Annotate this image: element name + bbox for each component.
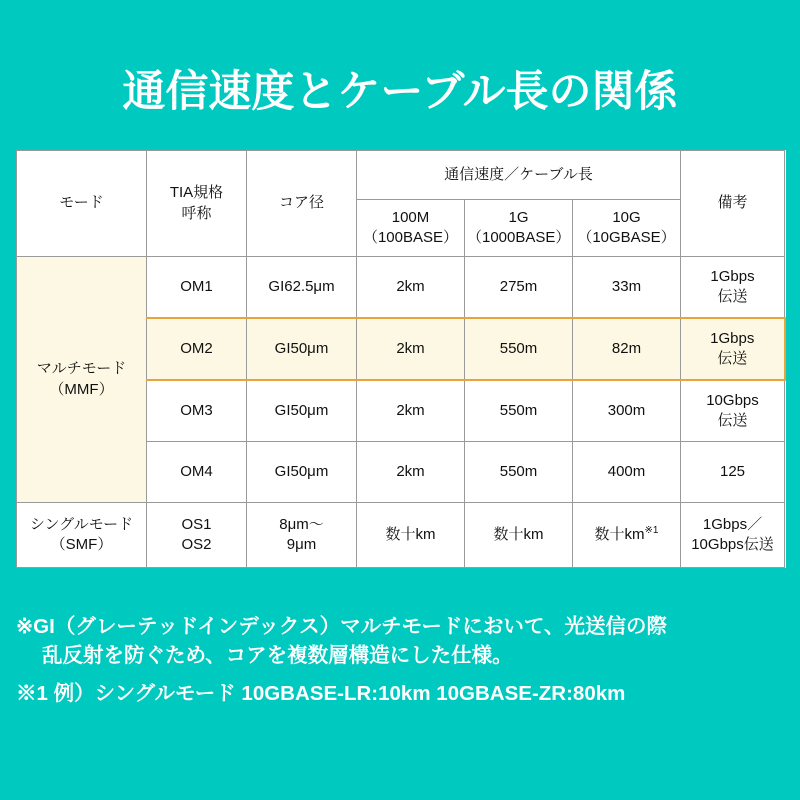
header-speed-100m-line1: 100M bbox=[391, 208, 430, 226]
footnote-line-3: ※1 例）シングルモード 10GBASE-LR:10km 10GBASE-ZR:80km bbox=[16, 682, 626, 706]
header-tia bbox=[147, 151, 247, 257]
cell-note-line1: 10Gbps bbox=[706, 391, 759, 409]
cell-tia: OM4 bbox=[147, 442, 247, 503]
header-speed-1g-line1: 1G bbox=[508, 208, 529, 226]
cell-1g: 550m bbox=[465, 442, 573, 503]
cell-core: GI62.5μm bbox=[247, 257, 357, 319]
header-core-diameter: コア径 bbox=[247, 151, 357, 257]
cell-note bbox=[681, 380, 785, 442]
cell-10g bbox=[573, 503, 681, 568]
cell-note-line2: 伝送 bbox=[717, 412, 748, 429]
header-speed-10g-line2: （10GBASE） bbox=[577, 229, 676, 246]
cell-core: GI50μm bbox=[247, 318, 357, 380]
header-tia-line1: TIA規格 bbox=[169, 184, 224, 202]
cell-note bbox=[681, 503, 785, 568]
cell-100m: 2km bbox=[357, 380, 465, 442]
cell-core: GI50μm bbox=[247, 442, 357, 503]
header-mode: モード bbox=[17, 151, 147, 257]
cell-1g: 550m bbox=[465, 318, 573, 380]
cell-core-line1: 8μm～ bbox=[279, 515, 324, 533]
page-title: 通信速度とケーブル長の関係 bbox=[122, 68, 678, 116]
spec-table-container bbox=[16, 150, 784, 568]
table-header-row-1 bbox=[17, 151, 785, 200]
header-speed-10g-line1: 10G bbox=[612, 208, 641, 226]
footnotes bbox=[16, 612, 788, 708]
footnote-line-1: ※GI（グレーテッドインデックス）マルチモードにおいて、光送信の際 bbox=[16, 615, 667, 638]
cell-10g: 33m bbox=[573, 257, 681, 319]
cell-note-line1: 1Gbps bbox=[710, 329, 755, 347]
header-speed-1g-line2: （1000BASE） bbox=[467, 229, 571, 246]
cell-100m: 2km bbox=[357, 257, 465, 319]
header-note: 備考 bbox=[681, 151, 785, 257]
cell-100m: 2km bbox=[357, 318, 465, 380]
cell-note-line2: 伝送 bbox=[717, 350, 748, 367]
cell-note-line2: 10Gbps伝送 bbox=[691, 536, 774, 553]
cell-tia: OM1 bbox=[147, 257, 247, 319]
cell-1g: 550m bbox=[465, 380, 573, 442]
header-speed-10g bbox=[573, 200, 681, 257]
spec-table bbox=[16, 150, 786, 568]
cell-100m: 2km bbox=[357, 442, 465, 503]
cell-10g: 300m bbox=[573, 380, 681, 442]
cell-10g-footnote-marker: ※1 bbox=[644, 525, 659, 537]
cell-core bbox=[247, 503, 357, 568]
cell-tia-line1: OS1 bbox=[181, 515, 212, 533]
cell-note-line2: 伝送 bbox=[717, 288, 748, 305]
cell-core-line2: 9μm bbox=[286, 536, 317, 553]
cell-10g-value: 数十km bbox=[594, 526, 645, 544]
table-row bbox=[17, 503, 785, 568]
cell-10g: 82m bbox=[573, 318, 681, 380]
cell-core: GI50μm bbox=[247, 380, 357, 442]
cell-tia: OM2 bbox=[147, 318, 247, 380]
cell-note bbox=[681, 257, 785, 319]
cell-note: 125 bbox=[681, 442, 785, 503]
mode-cell-singlemode bbox=[17, 503, 147, 568]
mode-label-line1: マルチモード bbox=[36, 360, 127, 378]
cell-note-line1: 1Gbps bbox=[710, 267, 755, 285]
mode-label-line2: （SMF） bbox=[50, 536, 113, 553]
mode-label-line2: （MMF） bbox=[49, 380, 114, 398]
header-tia-line2: 呼称 bbox=[181, 204, 212, 222]
header-speed-group: 通信速度／ケーブル長 bbox=[357, 151, 681, 200]
header-speed-100m-line2: （100BASE） bbox=[362, 229, 459, 246]
cell-note-line1: 1Gbps／ bbox=[702, 515, 763, 533]
mode-cell-multimode bbox=[17, 257, 147, 503]
cell-10g: 400m bbox=[573, 442, 681, 503]
header-speed-1g bbox=[465, 200, 573, 257]
cell-1g: 数十km bbox=[465, 503, 573, 568]
cell-note bbox=[681, 318, 785, 380]
cell-1g: 275m bbox=[465, 257, 573, 319]
mode-label-line1: シングルモード bbox=[29, 515, 134, 533]
table-row bbox=[17, 257, 785, 319]
cell-tia-line2: OS2 bbox=[181, 536, 212, 553]
cell-100m: 数十km bbox=[357, 503, 465, 568]
header-speed-100m bbox=[357, 200, 465, 257]
cell-tia: OM3 bbox=[147, 380, 247, 442]
footnote-line-2: 乱反射を防ぐため、コアを複数層構造にした仕様。 bbox=[42, 644, 513, 668]
cell-tia bbox=[147, 503, 247, 568]
